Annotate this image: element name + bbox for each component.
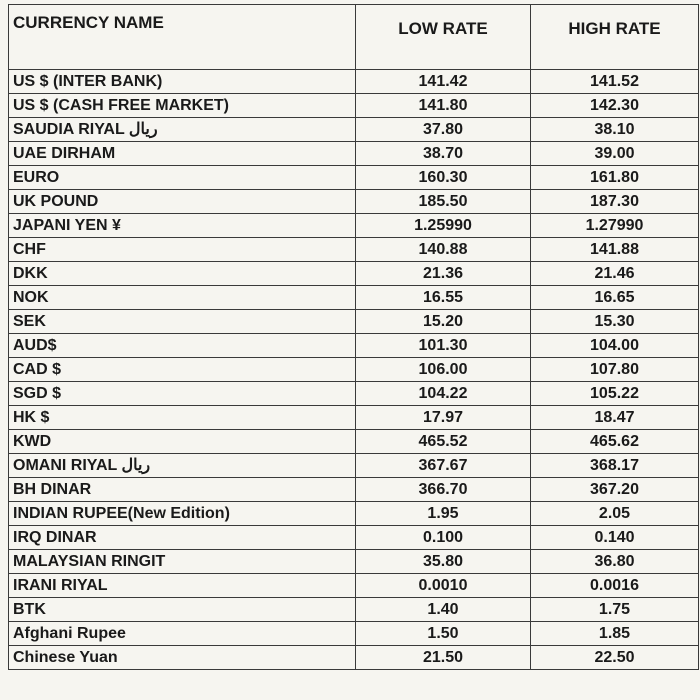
low-rate-cell: 0.100 [356,526,531,550]
low-rate-cell: 17.97 [356,406,531,430]
currency-name-cell: IRQ DINAR [9,526,356,550]
table-row [9,526,699,550]
high-rate-cell: 22.50 [531,646,699,670]
high-rate-cell: 141.52 [531,70,699,94]
table-row [9,550,699,574]
currency-name-cell: BTK [9,598,356,622]
low-rate-cell: 37.80 [356,118,531,142]
high-rate-cell: 2.05 [531,502,699,526]
low-rate-cell: 140.88 [356,238,531,262]
currency-name-cell: NOK [9,286,356,310]
low-rate-cell: 1.40 [356,598,531,622]
currency-name-cell: MALAYSIAN RINGIT [9,550,356,574]
currency-name-cell: IRANI RIYAL [9,574,356,598]
table-row [9,118,699,142]
low-rate-cell: 367.67 [356,454,531,478]
low-rate-cell: 1.95 [356,502,531,526]
low-rate-cell: 15.20 [356,310,531,334]
currency-name-cell: INDIAN RUPEE(New Edition) [9,502,356,526]
high-rate-cell: 465.62 [531,430,699,454]
table-row [9,310,699,334]
column-header-high-rate: HIGH RATE [531,5,699,70]
low-rate-cell: 366.70 [356,478,531,502]
high-rate-cell: 187.30 [531,190,699,214]
currency-name-cell: UAE DIRHAM [9,142,356,166]
currency-name-cell: US $ (INTER BANK) [9,70,356,94]
high-rate-cell: 142.30 [531,94,699,118]
table-row [9,334,699,358]
currency-name-cell: US $ (CASH FREE MARKET) [9,94,356,118]
currency-name-cell: CAD $ [9,358,356,382]
currency-name-cell: JAPANI YEN ¥ [9,214,356,238]
low-rate-cell: 101.30 [356,334,531,358]
currency-name-cell: SAUDIA RIYAL ریال [9,118,356,142]
high-rate-cell: 39.00 [531,142,699,166]
high-rate-cell: 0.0016 [531,574,699,598]
currency-name-cell: Afghani Rupee [9,622,356,646]
table-row [9,166,699,190]
low-rate-cell: 21.36 [356,262,531,286]
table-row [9,358,699,382]
currency-name-cell: SEK [9,310,356,334]
high-rate-cell: 1.75 [531,598,699,622]
currency-name-cell: BH DINAR [9,478,356,502]
low-rate-cell: 1.50 [356,622,531,646]
currency-name-cell: SGD $ [9,382,356,406]
high-rate-cell: 105.22 [531,382,699,406]
low-rate-cell: 160.30 [356,166,531,190]
table-row [9,622,699,646]
low-rate-cell: 38.70 [356,142,531,166]
low-rate-cell: 185.50 [356,190,531,214]
low-rate-cell: 141.80 [356,94,531,118]
currency-rate-table [8,4,699,670]
table-row [9,214,699,238]
currency-name-cell: Chinese Yuan [9,646,356,670]
low-rate-cell: 104.22 [356,382,531,406]
low-rate-cell: 0.0010 [356,574,531,598]
table-row [9,406,699,430]
column-header-currency-name: CURRENCY NAME [9,5,356,70]
table-header-row [9,5,699,70]
low-rate-cell: 16.55 [356,286,531,310]
currency-name-cell: HK $ [9,406,356,430]
high-rate-cell: 104.00 [531,334,699,358]
high-rate-cell: 18.47 [531,406,699,430]
table-body [9,70,699,670]
currency-name-cell: KWD [9,430,356,454]
low-rate-cell: 106.00 [356,358,531,382]
table-row [9,646,699,670]
currency-name-cell: CHF [9,238,356,262]
table-row [9,70,699,94]
high-rate-cell: 107.80 [531,358,699,382]
currency-name-cell: AUD$ [9,334,356,358]
low-rate-cell: 21.50 [356,646,531,670]
currency-name-cell: EURO [9,166,356,190]
high-rate-cell: 21.46 [531,262,699,286]
table-row [9,382,699,406]
table-row [9,598,699,622]
high-rate-cell: 15.30 [531,310,699,334]
high-rate-cell: 36.80 [531,550,699,574]
currency-name-cell: UK POUND [9,190,356,214]
currency-name-cell: OMANI RIYAL ریال [9,454,356,478]
low-rate-cell: 465.52 [356,430,531,454]
high-rate-cell: 367.20 [531,478,699,502]
high-rate-cell: 161.80 [531,166,699,190]
high-rate-cell: 38.10 [531,118,699,142]
high-rate-cell: 0.140 [531,526,699,550]
high-rate-cell: 16.65 [531,286,699,310]
high-rate-cell: 141.88 [531,238,699,262]
table-row [9,574,699,598]
table-row [9,94,699,118]
table-row [9,190,699,214]
high-rate-cell: 1.27990 [531,214,699,238]
table-row [9,286,699,310]
table-row [9,238,699,262]
low-rate-cell: 1.25990 [356,214,531,238]
table-row [9,142,699,166]
low-rate-cell: 35.80 [356,550,531,574]
table-row [9,262,699,286]
table-row [9,502,699,526]
table-row [9,430,699,454]
table-row [9,478,699,502]
low-rate-cell: 141.42 [356,70,531,94]
high-rate-cell: 1.85 [531,622,699,646]
high-rate-cell: 368.17 [531,454,699,478]
currency-name-cell: DKK [9,262,356,286]
table-row [9,454,699,478]
column-header-low-rate: LOW RATE [356,5,531,70]
